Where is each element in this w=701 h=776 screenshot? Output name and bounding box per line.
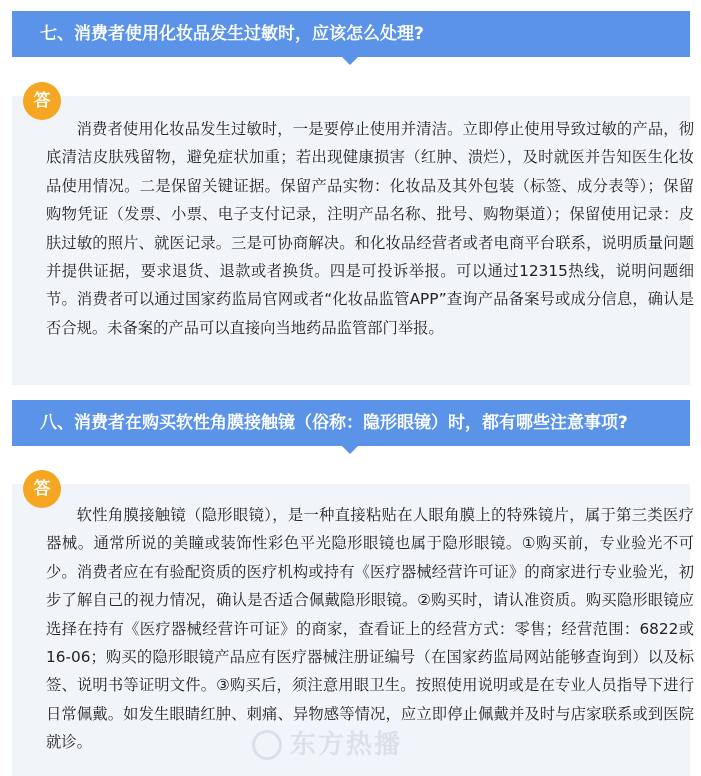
answer-text-7: 消费者使用化妆品发生过敏时，一是要停止使用并清洁。立即停止使用导致过敏的产品，彻底清洁皮肤残留物，避免症状加重；若出现健康损害（红肿、溃烂），及时就医并告知医生化妆品使用情况。二是保留关键证据。保留产品实物：化妆品及其外包装（标签、成分表等）；保留购物凭证（发票、小票、电子支付记录，注明产品名称、批号、购物渠道）；保留使用记录：皮肤过敏的照片、就医记录。三是可协商解决。和化妆品经营者或者电商平台联系，说明质量问题并提供证据，要求退货、退款或者换货。四是可投诉举报。可以通过12315热线，说明问题细节。消费者可以通过国家药监局官网或者“化妆品监管APP”查询产品备案号或成分信息，确认是否合规。未备案的产品可以直接向当地药品监管部门举报。	[46, 120, 694, 337]
watermark-icon	[252, 730, 282, 760]
question-pointer-7	[342, 57, 358, 65]
question-banner-7: 七、消费者使用化妆品发生过敏时，应该怎么处理?	[12, 11, 690, 57]
question-banner-8: 八、消费者在购买软性角膜接触镜（俗称：隐形眼镜）时，都有哪些注意事项?	[12, 400, 690, 446]
watermark-text: 东方热播	[290, 730, 403, 760]
answer-badge-8: 答	[23, 470, 61, 508]
answer-box-7	[12, 91, 694, 385]
question-pointer-8	[342, 446, 358, 454]
answer-badge-7: 答	[23, 82, 61, 120]
answer-text-8: 软性角膜接触镜（隐形眼镜），是一种直接粘贴在人眼角膜上的特殊镜片，属于第三类医疗器械。通常所说的美瞳或装饰性彩色平光隐形眼镜也属于隐形眼镜。①购买前，专业验光不可少。消费者应在有验配资质的医疗机构或持有《医疗器械经营许可证》的商家进行专业验光，初步了解自己的视力情况，确认是否适合佩戴隐形眼镜。②购买时，请认准资质。购买隐形眼镜应选择在持有《医疗器械经营许可证》的商家，查看证上的经营方式：零售；经营范围：6822或16-06；购买的隐形眼镜产品应有医疗器械注册证编号（在国家药监局网站能够查询到）以及标签、说明书等证明文件。③购买后，须注意用眼卫生。按照使用说明或是在专业人员指导下进行日常佩戴。如发生眼睛红肿、刺痛、异物感等情况，应立即停止佩戴并及时与店家联系或到医院就诊。	[46, 506, 694, 752]
watermark-logo	[252, 728, 482, 762]
